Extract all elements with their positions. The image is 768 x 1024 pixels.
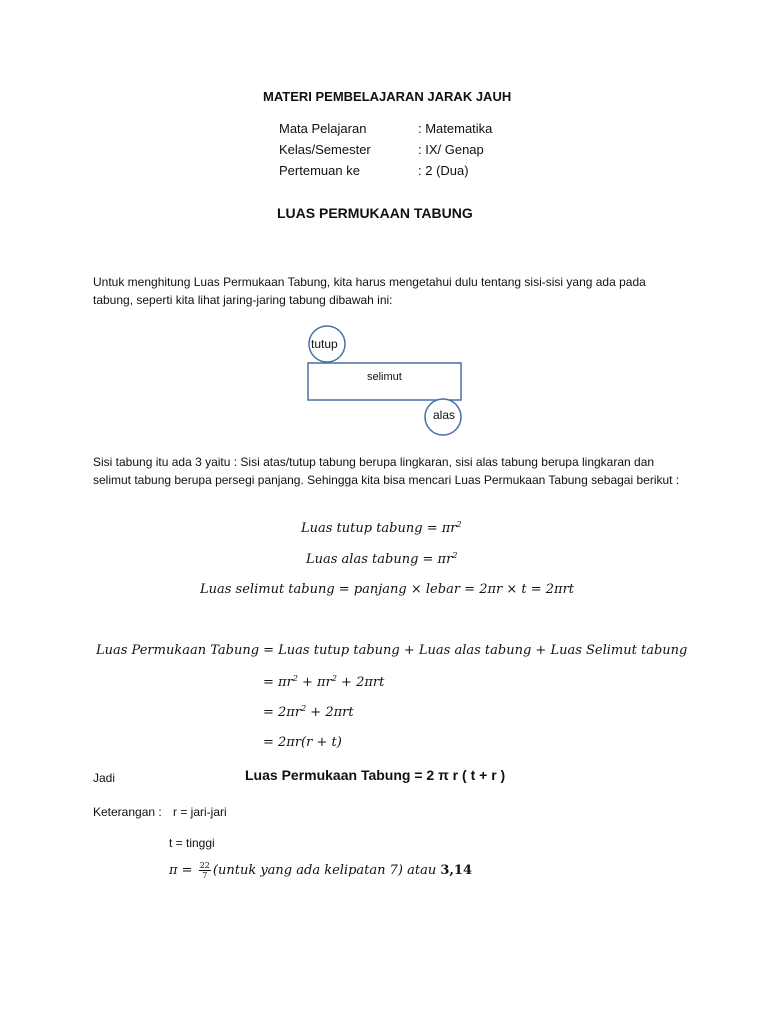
formula-step-1: = $\pi r^2 + \pi r^2 + 2\pi rt$ bbox=[263, 674, 385, 690]
conclusion-formula: Luas Permukaan Tabung = 2 π r ( t + r ) bbox=[245, 767, 506, 783]
formula-top-area: Luas tutup tabung = $\pi r^2$ bbox=[301, 520, 462, 536]
side-label: selimut bbox=[367, 371, 402, 383]
meeting-label: Pertemuan ke bbox=[279, 163, 360, 178]
pi-fraction: $\frac{22}{7}$ bbox=[199, 861, 210, 880]
conclusion-label: Jadi bbox=[93, 771, 116, 785]
class-label: Kelas/Semester bbox=[279, 142, 371, 157]
document-title: MATERI PEMBELAJARAN JARAK JAUH bbox=[263, 89, 512, 104]
intro-paragraph: Untuk menghitung Luas Permukaan Tabung, kita harus mengetahui dulu tentang sisi-sisi yang ada pada tabung, seperti kita lihat jaring-jaring tabung dibawah ini: bbox=[93, 275, 646, 307]
formula-step-3: = 2πr(r + t) bbox=[263, 735, 342, 750]
bottom-label: alas bbox=[433, 408, 456, 422]
meeting-value: : 2 (Dua) bbox=[418, 163, 469, 178]
formula-bottom-area: Luas alas tabung = $\pi r^2$ bbox=[306, 551, 458, 567]
pi-definition: π = $\frac{22}{7}$ (untuk yang ada kelipatan 7) atau 3,14 bbox=[169, 861, 473, 880]
formula-total-area: Luas Permukaan Tabung = Luas tutup tabung + Luas alas tabung + Luas Selimut tabung bbox=[96, 643, 688, 658]
topic-title: LUAS PERMUKAAN TABUNG bbox=[277, 205, 473, 221]
r-definition: r = jari-jari bbox=[173, 805, 227, 819]
t-definition: t = tinggi bbox=[169, 836, 215, 850]
subject-value: : Matematika bbox=[418, 121, 493, 136]
sides-paragraph: Sisi tabung itu ada 3 yaitu : Sisi atas/tutup tabung berupa lingkaran, sisi alas tabung berupa lingkaran dan selimut tabung berupa persegi panjang. Sehingga kita bisa mencari Luas Permukaan Tabung sebagai berikut : bbox=[93, 455, 680, 487]
notes-label: Keterangan : bbox=[93, 805, 162, 819]
top-label: tutup bbox=[311, 337, 338, 351]
class-value: : IX/ Genap bbox=[418, 142, 484, 157]
formula-side-area: Luas selimut tabung = panjang × lebar = 2πr × t = 2πrt bbox=[200, 582, 575, 597]
formula-step-2: = $2\pi r^2 + 2\pi rt$ bbox=[263, 704, 354, 720]
subject-label: Mata Pelajaran bbox=[279, 121, 367, 136]
